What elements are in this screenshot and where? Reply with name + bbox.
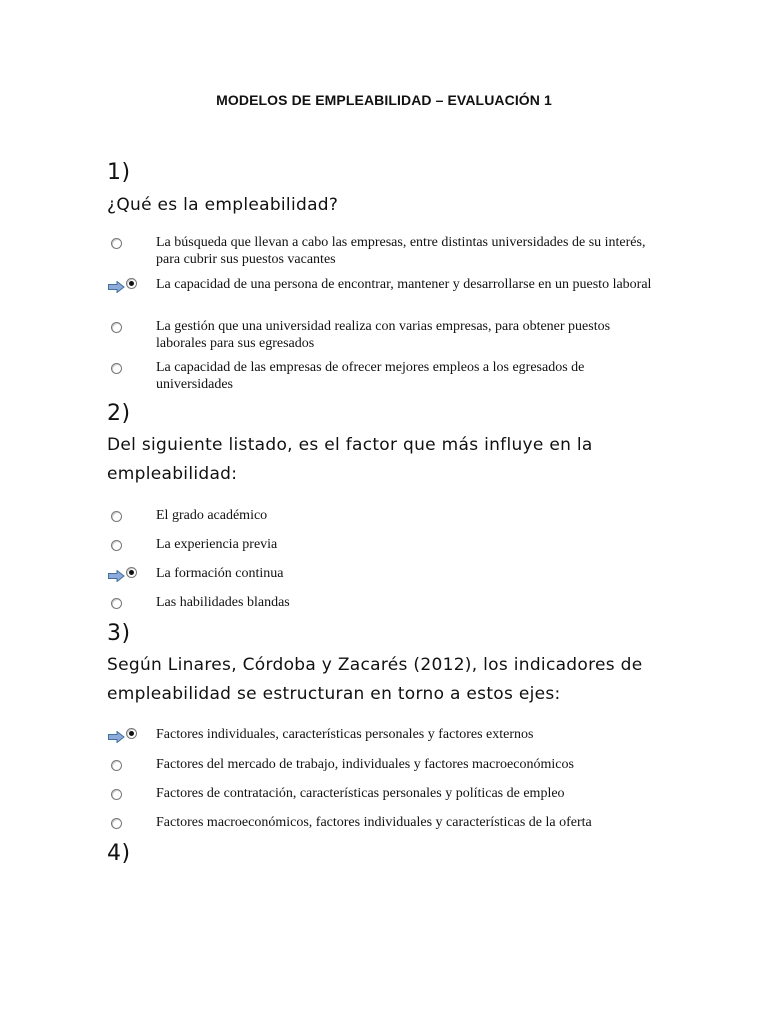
right-arrow-icon xyxy=(108,281,125,293)
option-label: El grado académico xyxy=(156,508,268,523)
question-3-number: 3) xyxy=(107,621,131,646)
question-1-text: ¿Qué es la empleabilidad? xyxy=(107,195,339,215)
right-arrow-icon xyxy=(108,731,125,743)
option-label: La gestión que una universidad realiza con varias empresas, para obtener puestos laborales para sus egresados xyxy=(156,319,611,351)
radio-button-icon[interactable] xyxy=(111,760,122,771)
option-label: La capacidad de las empresas de ofrecer mejores empleos a los egresados de universidades xyxy=(156,360,585,392)
option-label: La capacidad de una persona de encontrar, mantener y desarrollarse en un puesto laboral xyxy=(156,277,652,292)
radio-button-icon[interactable] xyxy=(111,363,122,374)
radio-button-icon[interactable] xyxy=(111,322,122,333)
question-3-text: Según Linares, Córdoba y Zacarés (2012), los indicadores de empleabilidad se estructuran en torno a estos ejes: xyxy=(107,655,643,704)
option-label: Las habilidades blandas xyxy=(156,595,290,610)
question-1-number: 1) xyxy=(107,160,131,185)
option-label: Factores individuales, características personales y factores externos xyxy=(156,727,534,742)
radio-button-icon[interactable] xyxy=(111,598,122,609)
radio-button-icon[interactable] xyxy=(111,789,122,800)
question-4-number: 4) xyxy=(107,841,131,866)
radio-button-selected-icon[interactable] xyxy=(126,567,137,578)
option-label: Factores del mercado de trabajo, individuales y factores macroeconómicos xyxy=(156,757,574,772)
question-2-number: 2) xyxy=(107,401,131,426)
radio-button-selected-icon[interactable] xyxy=(126,728,137,739)
radio-button-selected-icon[interactable] xyxy=(126,278,137,289)
radio-button-icon[interactable] xyxy=(111,511,122,522)
option-label: Factores macroeconómicos, factores individuales y características de la oferta xyxy=(156,815,592,830)
radio-button-icon[interactable] xyxy=(111,238,122,249)
question-2-text: Del siguiente listado, es el factor que más influye en la empleabilidad: xyxy=(107,435,593,484)
option-label: Factores de contratación, características personales y políticas de empleo xyxy=(156,786,565,801)
radio-button-icon[interactable] xyxy=(111,818,122,829)
document-title: MODELOS DE EMPLEABILIDAD – EVALUACIÓN 1 xyxy=(216,92,552,108)
option-label: La búsqueda que llevan a cabo las empresas, entre distintas universidades de su interés, para cubrir sus puestos vacantes xyxy=(156,235,646,267)
option-label: La experiencia previa xyxy=(156,537,278,552)
option-label: La formación continua xyxy=(156,566,284,581)
right-arrow-icon xyxy=(108,570,125,582)
radio-button-icon[interactable] xyxy=(111,540,122,551)
